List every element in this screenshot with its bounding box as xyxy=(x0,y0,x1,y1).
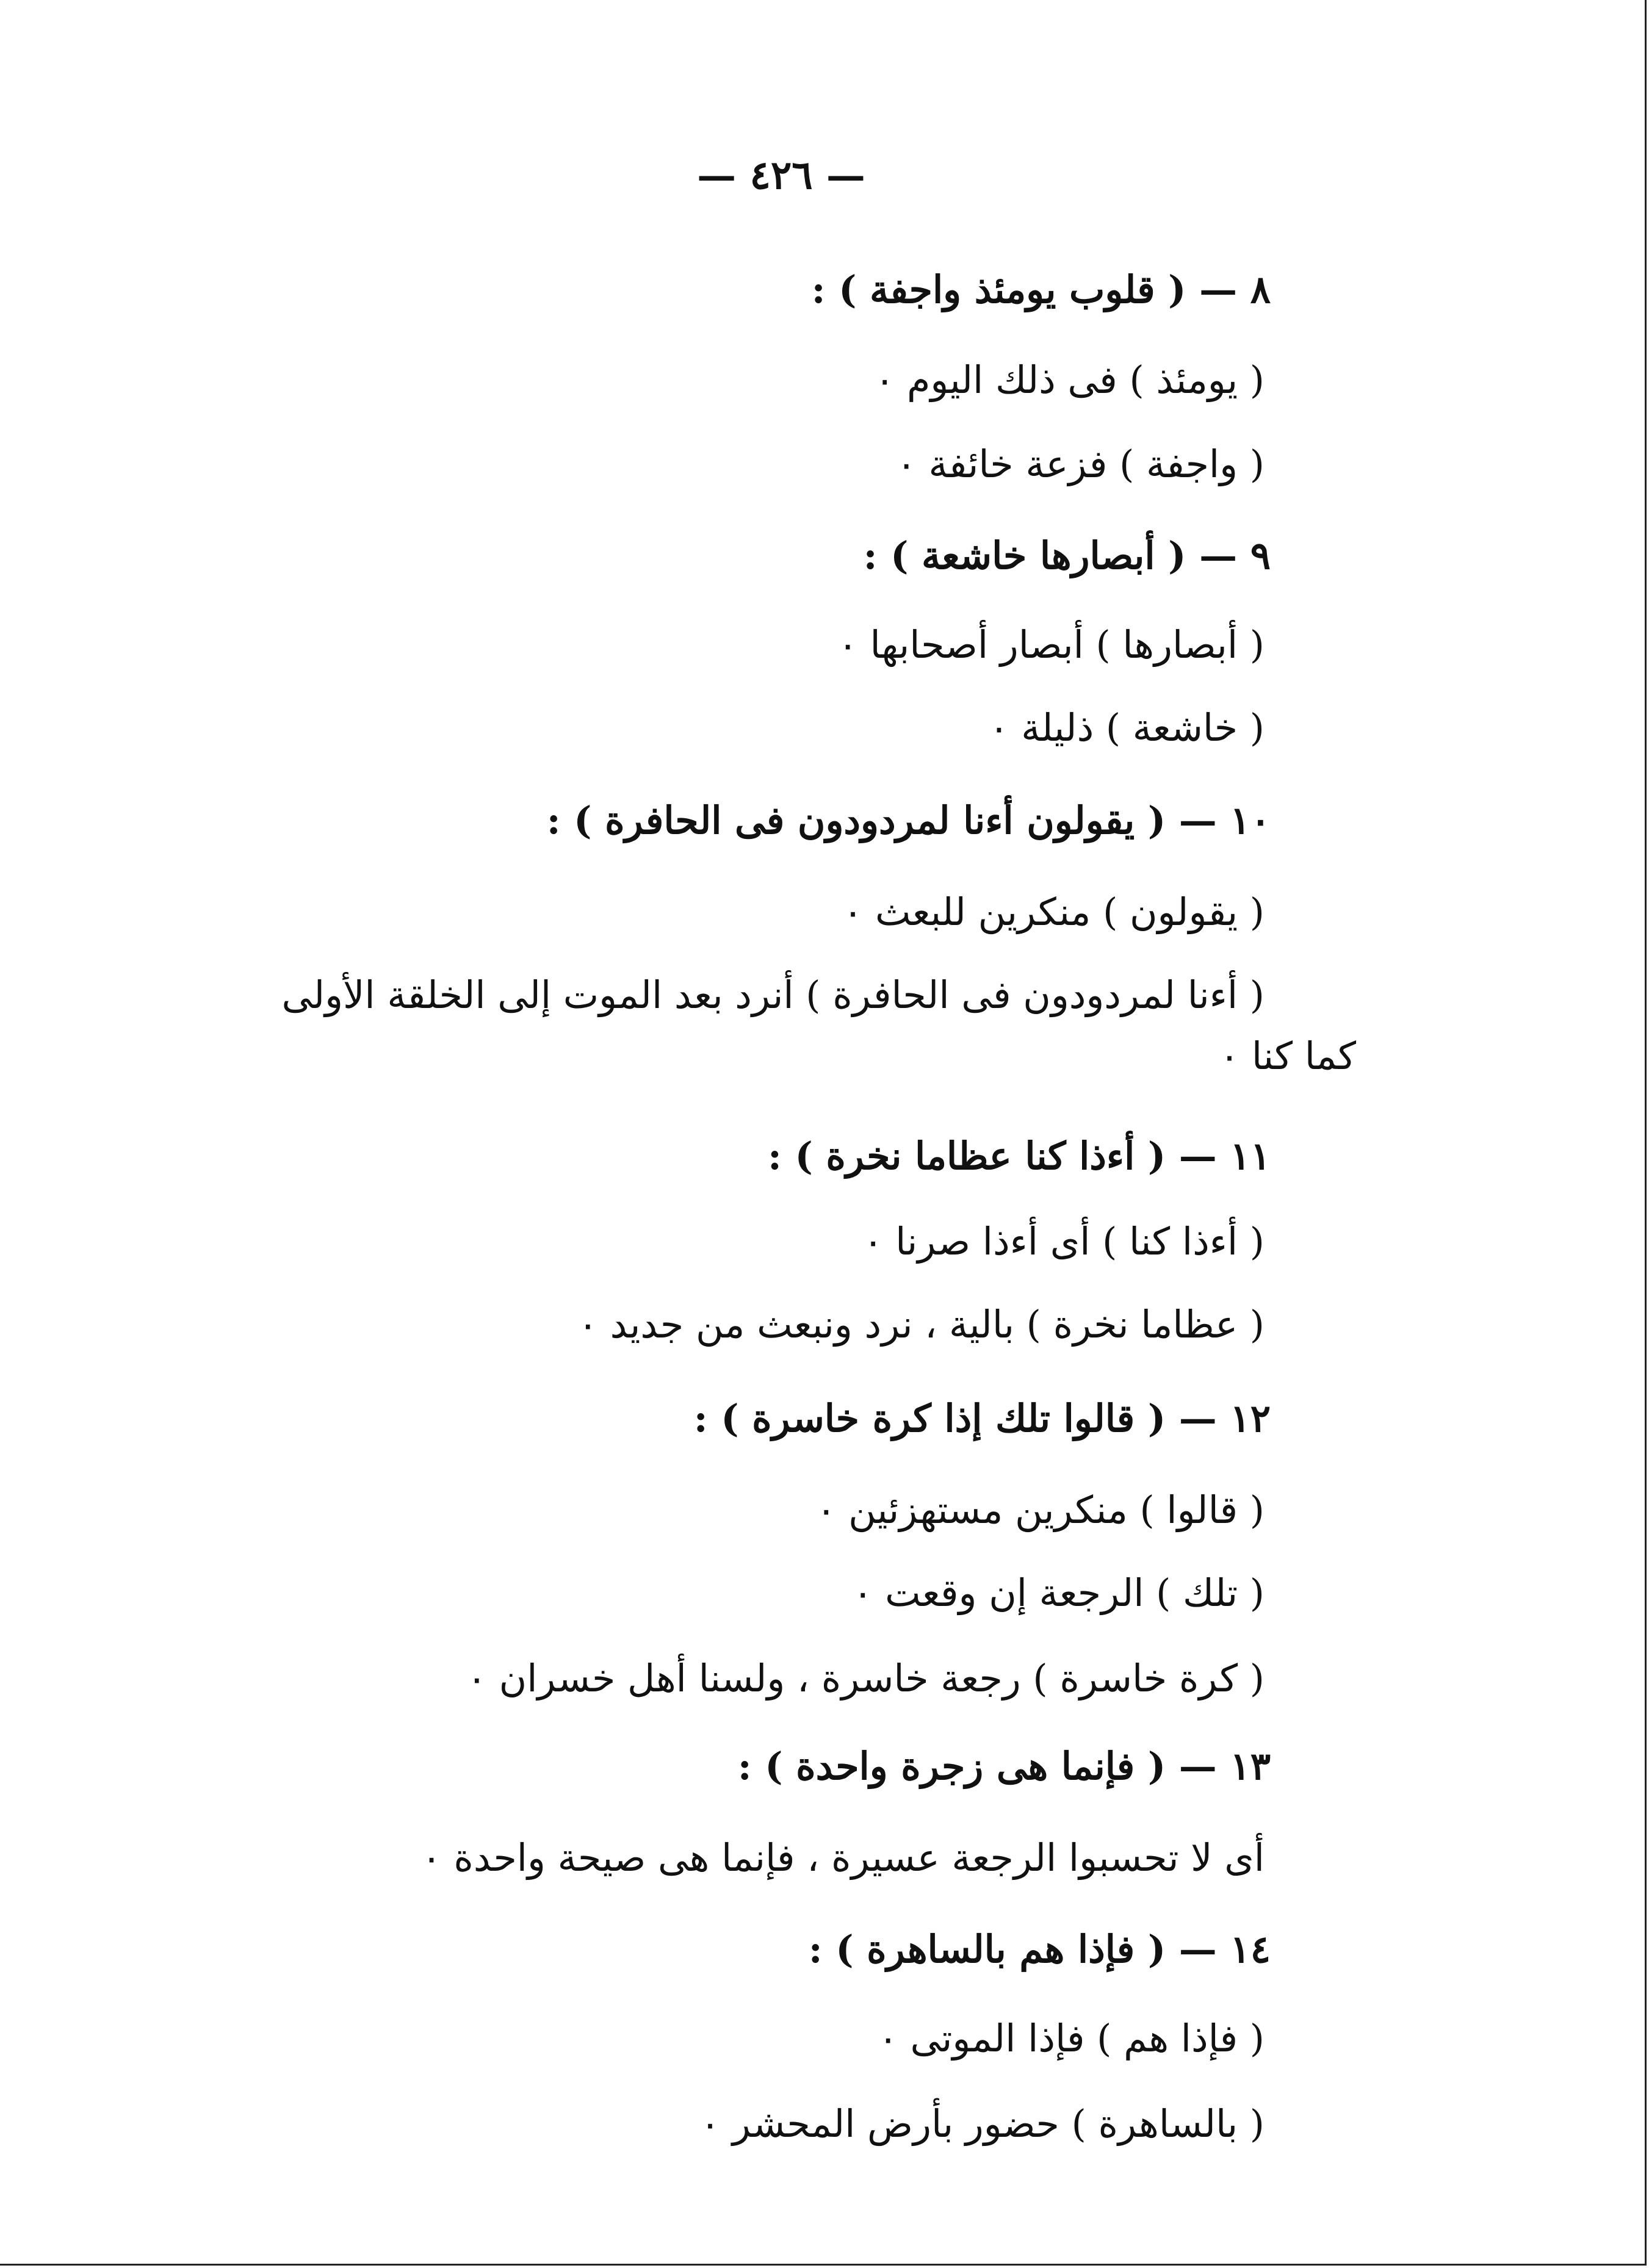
gloss-line: ( يقولون ) منكرين للبعث ٠ xyxy=(842,890,1265,934)
gloss-line: ( بالساهرة ) حضور بأرض المحشر ٠ xyxy=(699,2101,1265,2146)
gloss-line: ( تلك ) الرجعة إن وقعت ٠ xyxy=(853,1571,1265,1615)
gloss-line: أى لا تحسبوا الرجعة عسيرة ، فإنما هى صيحة واحدة ٠ xyxy=(421,1835,1265,1880)
gloss-continuation-line: كما كنا ٠ xyxy=(1219,1034,1356,1078)
gloss-line: ( يومئذ ) فى ذلك اليوم ٠ xyxy=(875,358,1265,402)
gloss-line: ( عظاما نخرة ) بالية ، نرد ونبعث من جديد ٠ xyxy=(577,1302,1265,1347)
gloss-line: ( قالوا ) منكرين مستهزئين ٠ xyxy=(816,1488,1265,1532)
verse-heading-11: ١١ — ( أءذا كنا عظاما نخرة ) : xyxy=(768,1134,1271,1178)
gloss-line: ( واجفة ) فزعة خائفة ٠ xyxy=(896,442,1265,486)
gloss-line: ( أءذا كنا ) أى أءذا صرنا ٠ xyxy=(863,1219,1265,1264)
gloss-line: ( أبصارها ) أبصار أصحابها ٠ xyxy=(837,622,1265,667)
verse-heading-14: ١٤ — ( فإذا هم بالساهرة ) : xyxy=(808,1927,1271,1971)
verse-heading-8: ٨ — ( قلوب يومئذ واجفة ) : xyxy=(811,267,1271,312)
verse-heading-10: ١٠ — ( يقولون أءنا لمردودون فى الحافرة ) : xyxy=(546,798,1271,843)
page-number: — ٤٢٦ — xyxy=(697,153,865,198)
verse-heading-13: ١٣ — ( فإنما هى زجرة واحدة ) : xyxy=(737,1744,1271,1788)
verse-heading-9: ٩ — ( أبصارها خاشعة ) : xyxy=(863,533,1271,578)
gloss-line: ( فإذا هم ) فإذا الموتى ٠ xyxy=(878,2016,1265,2061)
gloss-line: ( أءنا لمردودون فى الحافرة ) أنرد بعد الموت إلى الخلقة الأولى xyxy=(281,973,1265,1017)
verse-heading-12: ١٢ — ( قالوا تلك إذا كرة خاسرة ) : xyxy=(693,1396,1271,1441)
gloss-line: ( كرة خاسرة ) رجعة خاسرة ، ولسنا أهل خسران ٠ xyxy=(466,1656,1265,1701)
gloss-line: ( خاشعة ) ذليلة ٠ xyxy=(989,705,1265,750)
